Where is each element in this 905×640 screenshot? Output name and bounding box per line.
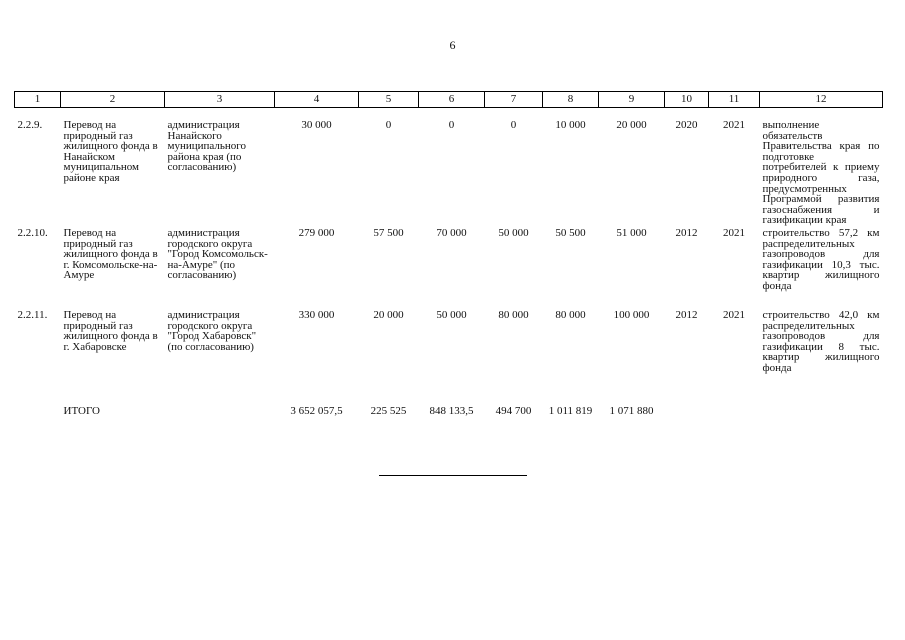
row-result: выполнение обязательств Правительства края по подготовке потребителей к приему природного газа, предусмотренных Программой развития газоснабжения и газификации края (762, 119, 880, 227)
row-col6: 70 000 (436, 227, 467, 239)
header-cell: 7 (485, 92, 543, 108)
page-number: 6 (449, 38, 456, 52)
row-result: строительство 57,2 км распределительных газопроводов для газификации 10,3 тыс. квартир жилищного фонда (762, 227, 880, 292)
total-col5: 225 525 (370, 405, 407, 417)
header-cell: 11 (709, 92, 760, 108)
program-table (14, 91, 883, 417)
row-col7: 80 000 (498, 309, 529, 321)
row-total-funding: 30 000 (301, 119, 332, 131)
row-code: 2.2.10. (17, 227, 48, 239)
row-col9: 51 000 (616, 227, 647, 239)
header-cell: 4 (275, 92, 359, 108)
row-code: 2.2.11. (17, 309, 48, 321)
row-col8: 80 000 (555, 309, 586, 321)
row-col5: 57 500 (373, 227, 404, 239)
closing-rule (379, 475, 527, 476)
row-start-year: 2020 (675, 119, 698, 131)
total-row (15, 406, 883, 417)
row-total-funding: 279 000 (298, 227, 335, 239)
row-col7: 0 (510, 119, 517, 131)
header-cell: 2 (61, 92, 165, 108)
row-name: Перевод на природный газ жилищного фонда в г. Хабаровске (63, 309, 158, 353)
header-cell: 6 (419, 92, 485, 108)
total-col8: 1 011 819 (548, 405, 593, 417)
row-end-year: 2021 (723, 119, 745, 131)
row-end-year: 2021 (723, 227, 745, 239)
row-executor: администрация городского округа "Город Хабаровск" (по согласованию) (167, 309, 257, 353)
row-col8: 10 000 (555, 119, 586, 131)
row-total-funding: 330 000 (298, 309, 335, 321)
total-label: ИТОГО (63, 405, 100, 417)
table-row (15, 310, 883, 406)
header-cell: 12 (760, 92, 883, 108)
row-col9: 20 000 (616, 119, 647, 131)
row-code: 2.2.9. (17, 119, 43, 131)
row-end-year: 2021 (723, 309, 745, 321)
header-row (15, 92, 883, 108)
row-col7: 50 000 (498, 227, 529, 239)
row-col6: 50 000 (436, 309, 467, 321)
row-name: Перевод на природный газ жилищного фонда в Нанайском муниципальном районе края (63, 119, 158, 184)
row-col5: 20 000 (373, 309, 404, 321)
row-col5: 0 (385, 119, 392, 131)
row-col6: 0 (448, 119, 455, 131)
row-result: строительство 42,0 км распределительных газопроводов для газификации 8 тыс. квартир жилищного фонда (762, 309, 880, 374)
table-row (15, 120, 883, 228)
table-row (15, 228, 883, 310)
header-cell: 1 (15, 92, 61, 108)
row-start-year: 2012 (675, 309, 698, 321)
row-executor: администрация Нанайского муниципального района края (по согласованию) (167, 119, 247, 174)
header-cell: 3 (165, 92, 275, 108)
row-executor: администрация городского округа "Город Комсомольск-на-Амуре" (по согласованию) (167, 227, 268, 282)
row-col8: 50 500 (555, 227, 586, 239)
total-col4: 3 652 057,5 (290, 405, 343, 417)
total-col9: 1 071 880 (609, 405, 654, 417)
row-name: Перевод на природный газ жилищного фонда в г. Комсомольске-на-Амуре (63, 227, 158, 282)
total-col6: 848 133,5 (429, 405, 474, 417)
header-cell: 9 (599, 92, 665, 108)
header-cell: 10 (665, 92, 709, 108)
total-col7: 494 700 (495, 405, 532, 417)
header-cell: 5 (359, 92, 419, 108)
row-start-year: 2012 (675, 227, 698, 239)
row-col9: 100 000 (613, 309, 650, 321)
header-cell: 8 (543, 92, 599, 108)
